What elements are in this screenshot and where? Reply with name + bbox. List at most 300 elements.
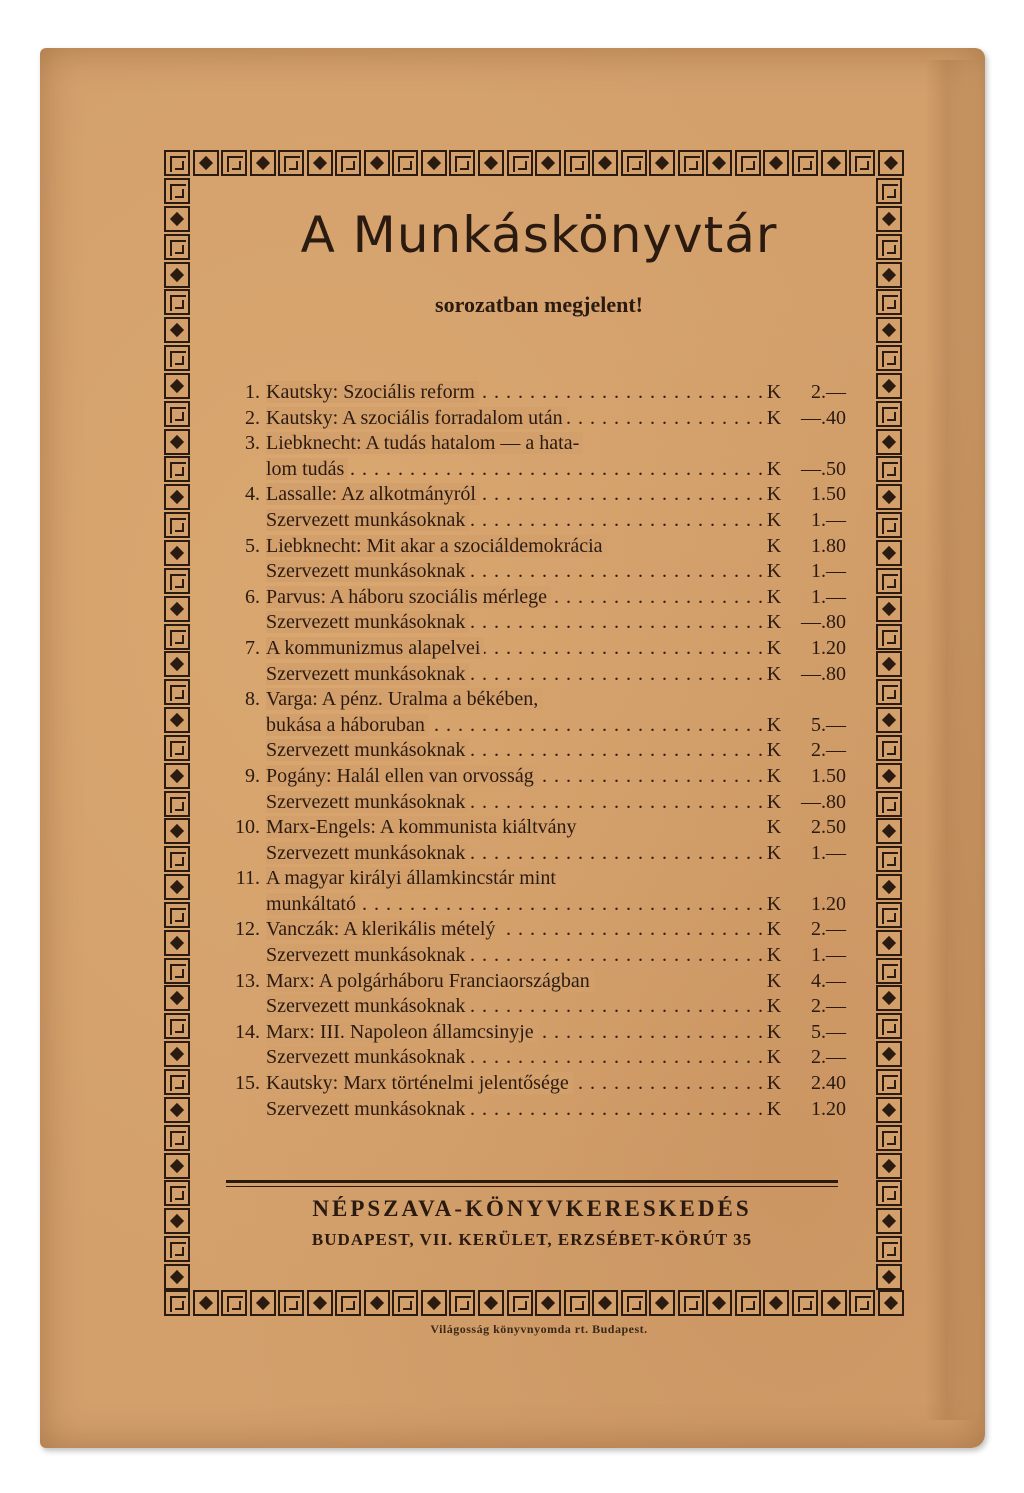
list-item bbox=[226, 866, 846, 892]
item-number: 8. bbox=[245, 688, 260, 711]
meander-ornament bbox=[164, 345, 190, 371]
item-number bbox=[226, 1045, 266, 1071]
page-subtitle: sorozatban megjelent! bbox=[435, 292, 643, 317]
meander-ornament bbox=[876, 289, 902, 315]
meander-ornament bbox=[164, 512, 190, 538]
meander-ornament bbox=[164, 902, 190, 928]
item-price: 1.80 bbox=[811, 534, 846, 557]
list-item bbox=[226, 559, 846, 585]
meander-ornament bbox=[735, 150, 761, 176]
diamond-ornament bbox=[535, 1290, 561, 1316]
diamond-ornament bbox=[876, 1097, 902, 1123]
item-title bbox=[266, 687, 762, 713]
item-title-text: Szervezett munkásoknak bbox=[266, 842, 469, 864]
border-left bbox=[164, 178, 192, 1290]
diamond-ornament bbox=[164, 985, 190, 1011]
meander-ornament bbox=[792, 1290, 818, 1316]
item-price: 2.— bbox=[811, 918, 846, 941]
diamond-ornament bbox=[876, 818, 902, 844]
item-number: 15. bbox=[235, 1072, 260, 1095]
meander-ornament bbox=[678, 1290, 704, 1316]
item-currency: K bbox=[766, 969, 782, 992]
meander-ornament bbox=[876, 1180, 902, 1206]
meander-ornament bbox=[164, 1180, 190, 1206]
item-currency: K bbox=[766, 764, 782, 787]
border-top bbox=[164, 150, 904, 178]
item-currency: K bbox=[766, 1020, 782, 1043]
item-title-text: Kautsky: A szociális forradalom után bbox=[266, 407, 567, 429]
diamond-ornament bbox=[876, 596, 902, 622]
diamond-ornament bbox=[364, 150, 390, 176]
meander-ornament bbox=[164, 1013, 190, 1039]
list-item bbox=[226, 892, 846, 918]
diamond-ornament bbox=[876, 707, 902, 733]
diamond-ornament bbox=[164, 707, 190, 733]
list-item bbox=[226, 917, 846, 943]
item-title-text: Varga: A pénz. Uralma a békében, bbox=[266, 688, 542, 710]
item-title bbox=[266, 636, 762, 662]
diamond-ornament bbox=[164, 651, 190, 677]
item-title-text: Kautsky: Marx történelmi jelentősége bbox=[266, 1072, 573, 1094]
meander-ornament bbox=[876, 456, 902, 482]
item-title bbox=[266, 585, 762, 611]
item-currency: K bbox=[766, 944, 782, 967]
item-currency: K bbox=[766, 1072, 782, 1095]
meander-ornament bbox=[164, 1125, 190, 1151]
list-item bbox=[226, 943, 846, 969]
item-currency: K bbox=[766, 611, 782, 634]
item-title-text: Liebknecht: Mit akar a szociáldemokrácia bbox=[266, 535, 607, 557]
list-item bbox=[226, 969, 846, 995]
diamond-ornament bbox=[307, 1290, 333, 1316]
item-price: 1.20 bbox=[811, 636, 846, 659]
list-item bbox=[226, 738, 846, 764]
item-number: 1. bbox=[245, 381, 260, 403]
diamond-ornament bbox=[193, 1290, 219, 1316]
diamond-ornament bbox=[478, 150, 504, 176]
item-price: 1.— bbox=[811, 508, 846, 531]
diamond-ornament bbox=[876, 985, 902, 1011]
meander-ornament bbox=[735, 1290, 761, 1316]
item-price bbox=[786, 687, 846, 713]
item-price: 4.— bbox=[811, 969, 846, 992]
item-title-text: Vanczák: A klerikális mételý bbox=[266, 918, 499, 940]
diamond-ornament bbox=[164, 484, 190, 510]
item-title-text: Szervezett munkásoknak bbox=[266, 1098, 469, 1120]
item-title bbox=[266, 790, 762, 816]
item-currency: K bbox=[766, 508, 782, 531]
diamond-ornament bbox=[876, 262, 902, 288]
meander-ornament bbox=[221, 1290, 247, 1316]
meander-ornament bbox=[792, 150, 818, 176]
item-number bbox=[226, 790, 266, 816]
meander-ornament bbox=[335, 150, 361, 176]
item-price: —.50 bbox=[801, 457, 846, 480]
meander-ornament bbox=[678, 150, 704, 176]
item-price: 2.— bbox=[811, 381, 846, 403]
item-number: 12. bbox=[235, 918, 260, 941]
diamond-ornament bbox=[164, 1153, 190, 1179]
item-currency: K bbox=[766, 457, 782, 480]
diamond-ornament bbox=[164, 763, 190, 789]
diamond-ornament bbox=[164, 206, 190, 232]
meander-ornament bbox=[335, 1290, 361, 1316]
list-item bbox=[226, 1045, 846, 1071]
item-title bbox=[266, 406, 762, 432]
item-title bbox=[266, 508, 762, 534]
diamond-ornament bbox=[876, 1208, 902, 1234]
diamond-ornament bbox=[876, 874, 902, 900]
item-title-text: Szervezett munkásoknak bbox=[266, 611, 469, 633]
meander-ornament bbox=[876, 345, 902, 371]
meander-ornament bbox=[876, 791, 902, 817]
item-title bbox=[266, 610, 762, 636]
item-currency: K bbox=[766, 841, 782, 864]
diamond-ornament bbox=[763, 1290, 789, 1316]
item-currency: K bbox=[766, 892, 782, 915]
meander-ornament bbox=[278, 1290, 304, 1316]
item-title-text: Szervezett munkásoknak bbox=[266, 1046, 469, 1068]
diamond-ornament bbox=[876, 1264, 902, 1290]
item-currency bbox=[762, 687, 786, 713]
item-currency: K bbox=[766, 662, 782, 685]
item-title bbox=[266, 534, 762, 560]
item-title-text: Szervezett munkásoknak bbox=[266, 995, 469, 1017]
item-price: 1.20 bbox=[811, 892, 846, 915]
item-number bbox=[226, 841, 266, 867]
publisher-name: NÉPSZAVA-KÖNYVKERESKEDÉS bbox=[312, 1196, 752, 1221]
item-title bbox=[266, 380, 762, 406]
meander-ornament bbox=[876, 178, 902, 204]
item-price bbox=[786, 866, 846, 892]
item-price: 2.40 bbox=[811, 1072, 846, 1095]
diamond-ornament bbox=[821, 1290, 847, 1316]
item-title bbox=[266, 866, 762, 892]
item-number: 3. bbox=[245, 432, 260, 455]
meander-ornament bbox=[507, 150, 533, 176]
item-currency: K bbox=[766, 713, 782, 736]
diamond-ornament bbox=[876, 540, 902, 566]
diamond-ornament bbox=[535, 150, 561, 176]
diamond-ornament bbox=[250, 150, 276, 176]
item-price: —.40 bbox=[801, 406, 846, 429]
item-number bbox=[226, 662, 266, 688]
item-currency: K bbox=[766, 483, 782, 506]
item-price: 1.20 bbox=[811, 1097, 846, 1120]
diamond-ornament bbox=[876, 484, 902, 510]
meander-ornament bbox=[876, 846, 902, 872]
diamond-ornament bbox=[250, 1290, 276, 1316]
meander-ornament bbox=[278, 150, 304, 176]
item-title-text: Marx-Engels: A kommunista kiáltvány bbox=[266, 816, 581, 838]
diamond-ornament bbox=[164, 540, 190, 566]
meander-ornament bbox=[164, 178, 190, 204]
item-currency: K bbox=[766, 560, 782, 583]
diamond-ornament bbox=[364, 1290, 390, 1316]
diamond-ornament bbox=[876, 429, 902, 455]
list-item bbox=[226, 380, 846, 406]
list-item bbox=[226, 636, 846, 662]
meander-ornament bbox=[449, 150, 475, 176]
diamond-ornament bbox=[876, 317, 902, 343]
item-title bbox=[266, 815, 762, 841]
list-item bbox=[226, 534, 846, 560]
meander-ornament bbox=[164, 401, 190, 427]
meander-ornament bbox=[164, 150, 190, 176]
item-price: 2.50 bbox=[811, 816, 846, 839]
diamond-ornament bbox=[876, 373, 902, 399]
diamond-ornament bbox=[876, 1153, 902, 1179]
list-item bbox=[226, 815, 846, 841]
meander-ornament bbox=[876, 568, 902, 594]
item-currency: K bbox=[766, 1097, 782, 1120]
meander-ornament bbox=[876, 679, 902, 705]
border-bottom bbox=[164, 1290, 904, 1318]
item-title-text: Pogány: Halál ellen van orvosság bbox=[266, 765, 538, 787]
item-number: 10. bbox=[235, 816, 260, 839]
item-price: 1.50 bbox=[811, 764, 846, 787]
item-currency: K bbox=[766, 534, 782, 557]
meander-ornament bbox=[164, 456, 190, 482]
diamond-ornament bbox=[164, 1097, 190, 1123]
item-number bbox=[226, 610, 266, 636]
item-price: 1.— bbox=[811, 585, 846, 608]
list-item bbox=[226, 585, 846, 611]
book-list bbox=[226, 380, 846, 1122]
item-currency: K bbox=[766, 585, 782, 608]
list-item bbox=[226, 431, 846, 457]
diamond-ornament bbox=[592, 1290, 618, 1316]
diamond-ornament bbox=[164, 429, 190, 455]
item-number bbox=[226, 559, 266, 585]
item-number: 9. bbox=[245, 764, 260, 787]
item-title bbox=[266, 969, 762, 995]
diamond-ornament bbox=[164, 874, 190, 900]
diamond-ornament bbox=[164, 317, 190, 343]
meander-ornament bbox=[164, 735, 190, 761]
item-price: 1.— bbox=[811, 944, 846, 967]
item-title-text: Lassalle: Az alkotmányról bbox=[266, 483, 480, 505]
item-title-text: Szervezett munkásoknak bbox=[266, 509, 469, 531]
meander-ornament bbox=[164, 846, 190, 872]
diamond-ornament bbox=[706, 1290, 732, 1316]
diamond-ornament bbox=[164, 818, 190, 844]
diamond-ornament bbox=[876, 651, 902, 677]
item-number bbox=[226, 1097, 266, 1123]
list-item bbox=[226, 1097, 846, 1123]
item-title bbox=[266, 1097, 762, 1123]
publisher-address: BUDAPEST, VII. KERÜLET, ERZSÉBET-KÖRÚT 35 bbox=[311, 1230, 753, 1249]
diamond-ornament bbox=[164, 930, 190, 956]
item-title-text: munkáltató bbox=[266, 893, 360, 915]
item-title bbox=[266, 713, 762, 739]
item-title-text: Szervezett munkásoknak bbox=[266, 944, 469, 966]
item-title-text: Szervezett munkásoknak bbox=[266, 663, 469, 685]
list-item bbox=[226, 662, 846, 688]
item-number bbox=[226, 943, 266, 969]
item-price: 2.— bbox=[811, 739, 846, 762]
list-item bbox=[226, 764, 846, 790]
list-item bbox=[226, 687, 846, 713]
item-currency: K bbox=[766, 406, 782, 429]
item-title bbox=[266, 1071, 762, 1097]
item-price: 5.— bbox=[811, 713, 846, 736]
item-number bbox=[226, 738, 266, 764]
diamond-ornament bbox=[876, 1041, 902, 1067]
item-title-text: Szervezett munkásoknak bbox=[266, 560, 469, 582]
item-number: 6. bbox=[245, 585, 260, 608]
diamond-ornament bbox=[193, 150, 219, 176]
list-item bbox=[226, 610, 846, 636]
divider-thin bbox=[226, 1186, 838, 1187]
diamond-ornament bbox=[164, 1041, 190, 1067]
item-number: 13. bbox=[235, 969, 260, 992]
item-title-text: lom tudás bbox=[266, 458, 348, 480]
meander-ornament bbox=[164, 568, 190, 594]
diamond-ornament bbox=[164, 1264, 190, 1290]
meander-ornament bbox=[164, 234, 190, 260]
item-number bbox=[226, 457, 266, 483]
meander-ornament bbox=[876, 902, 902, 928]
item-number: 11. bbox=[235, 867, 260, 890]
divider bbox=[226, 1180, 838, 1183]
item-title bbox=[266, 841, 762, 867]
list-item bbox=[226, 457, 846, 483]
list-item bbox=[226, 406, 846, 432]
diamond-ornament bbox=[876, 930, 902, 956]
item-number bbox=[226, 713, 266, 739]
item-title bbox=[266, 764, 762, 790]
meander-ornament bbox=[449, 1290, 475, 1316]
item-price: —.80 bbox=[801, 662, 846, 685]
item-number bbox=[226, 508, 266, 534]
diamond-ornament bbox=[592, 150, 618, 176]
item-title-text: Szervezett munkásoknak bbox=[266, 739, 469, 761]
list-item bbox=[226, 1071, 846, 1097]
diamond-ornament bbox=[164, 262, 190, 288]
item-title-text: Liebknecht: A tudás hatalom — a hata- bbox=[266, 432, 583, 454]
item-price: 5.— bbox=[811, 1020, 846, 1043]
item-title bbox=[266, 431, 762, 457]
list-item bbox=[226, 482, 846, 508]
list-item bbox=[226, 790, 846, 816]
item-title bbox=[266, 892, 762, 918]
meander-ornament bbox=[849, 1290, 875, 1316]
page-title: A Munkáskönyvtár bbox=[300, 206, 778, 264]
meander-ornament bbox=[876, 1125, 902, 1151]
meander-ornament bbox=[564, 150, 590, 176]
diamond-ornament bbox=[649, 150, 675, 176]
item-title-text: Marx: III. Napoleon államcsinyje bbox=[266, 1021, 538, 1043]
diamond-ornament bbox=[421, 1290, 447, 1316]
item-price: 1.— bbox=[811, 841, 846, 864]
list-item bbox=[226, 1020, 846, 1046]
item-currency: K bbox=[766, 381, 782, 403]
meander-ornament bbox=[621, 1290, 647, 1316]
item-currency: K bbox=[766, 790, 782, 813]
item-currency: K bbox=[766, 816, 782, 839]
item-title bbox=[266, 994, 762, 1020]
page-edge bbox=[925, 60, 980, 1420]
meander-ornament bbox=[164, 1236, 190, 1262]
meander-ornament bbox=[621, 150, 647, 176]
diamond-ornament bbox=[649, 1290, 675, 1316]
meander-ornament bbox=[392, 1290, 418, 1316]
diamond-ornament bbox=[706, 150, 732, 176]
item-currency: K bbox=[766, 1046, 782, 1069]
printer-imprint: Világosság könyvnyomda rt. Budapest. bbox=[430, 1322, 648, 1336]
meander-ornament bbox=[392, 150, 418, 176]
item-number: 7. bbox=[245, 636, 260, 659]
meander-ornament bbox=[876, 624, 902, 650]
item-currency bbox=[762, 866, 786, 892]
item-title-text: Marx: A polgárháboru Franciaországban bbox=[266, 970, 594, 992]
item-title-text: Szervezett munkásoknak bbox=[266, 791, 469, 813]
item-title bbox=[266, 1020, 762, 1046]
item-title bbox=[266, 1045, 762, 1071]
item-number: 2. bbox=[245, 406, 260, 429]
meander-ornament bbox=[876, 958, 902, 984]
item-title-text: Kautsky: Szociális reform bbox=[266, 381, 479, 403]
item-price: 2.— bbox=[811, 995, 846, 1018]
diamond-ornament bbox=[876, 206, 902, 232]
diamond-ornament bbox=[876, 763, 902, 789]
diamond-ornament bbox=[421, 150, 447, 176]
item-title bbox=[266, 457, 762, 483]
meander-ornament bbox=[564, 1290, 590, 1316]
item-currency: K bbox=[766, 918, 782, 941]
item-title bbox=[266, 662, 762, 688]
meander-ornament bbox=[164, 958, 190, 984]
list-item bbox=[226, 508, 846, 534]
meander-ornament bbox=[876, 1069, 902, 1095]
meander-ornament bbox=[876, 735, 902, 761]
meander-ornament bbox=[876, 1236, 902, 1262]
meander-ornament bbox=[876, 234, 902, 260]
item-title-text: A magyar királyi államkincstár mint bbox=[266, 867, 560, 889]
item-currency: K bbox=[766, 995, 782, 1018]
item-title bbox=[266, 559, 762, 585]
meander-ornament bbox=[221, 150, 247, 176]
meander-ornament bbox=[876, 401, 902, 427]
meander-ornament bbox=[164, 624, 190, 650]
diamond-ornament bbox=[164, 373, 190, 399]
diamond-ornament bbox=[164, 596, 190, 622]
border-right bbox=[876, 178, 904, 1290]
item-price: —.80 bbox=[801, 611, 846, 634]
diamond-ornament bbox=[478, 1290, 504, 1316]
item-number bbox=[226, 892, 266, 918]
item-price bbox=[786, 431, 846, 457]
meander-ornament bbox=[164, 1290, 190, 1316]
diamond-ornament bbox=[878, 150, 904, 176]
item-title bbox=[266, 917, 762, 943]
meander-ornament bbox=[164, 791, 190, 817]
diamond-ornament bbox=[821, 150, 847, 176]
item-title-text: bukása a háboruban bbox=[266, 714, 429, 736]
item-currency: K bbox=[766, 636, 782, 659]
meander-ornament bbox=[164, 1069, 190, 1095]
item-number: 14. bbox=[235, 1020, 260, 1043]
meander-ornament bbox=[876, 512, 902, 538]
item-number: 5. bbox=[245, 534, 260, 557]
diamond-ornament bbox=[164, 1208, 190, 1234]
diamond-ornament bbox=[878, 1290, 904, 1316]
item-title-text: A kommunizmus alapelvei bbox=[266, 637, 484, 659]
item-title bbox=[266, 738, 762, 764]
meander-ornament bbox=[849, 150, 875, 176]
list-item bbox=[226, 994, 846, 1020]
